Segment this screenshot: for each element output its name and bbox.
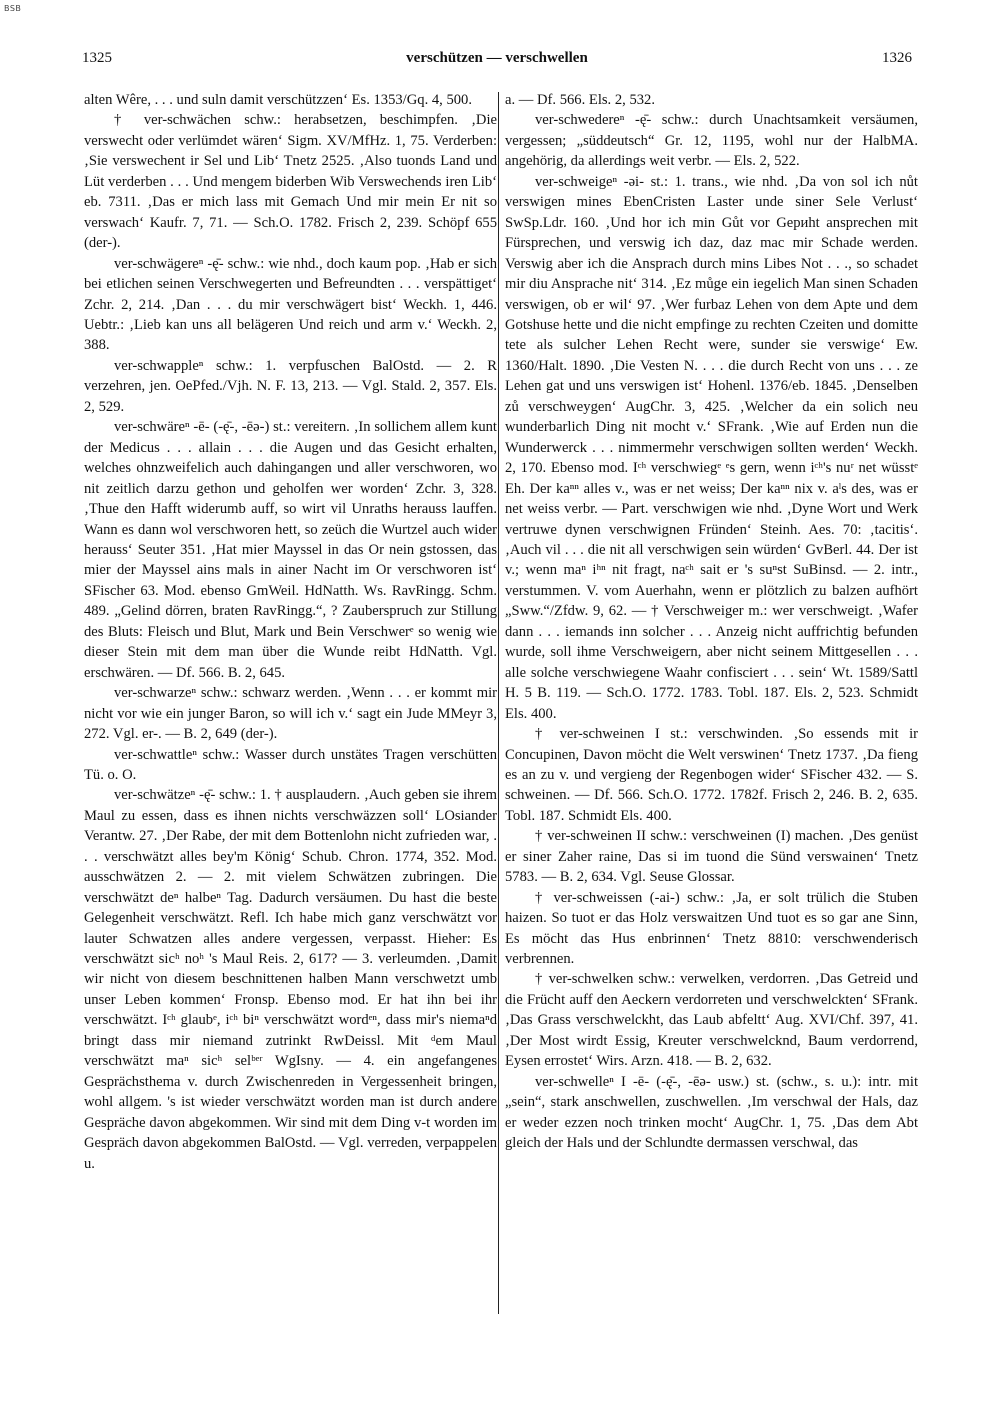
entry-verschwaechen: † ver-schwächen schw.: herabsetzen, beschimpfen. ‚Die verswecht oder verlümdet wären‘ Sigm. XV/MfHz. 1, 75. Verderben: ‚Sie verswechent ir Sel und Lib‘ Tnetz 2525. ‚Also tuonds Land und Lüt verderben . . . Und mengem biderben Wib Verswechends iren Lib‘ eb. 7311. ‚Das er mich lass mit Gemach Und mir mein Er nit so verswach‘ Kaufr. 7, 71. — Sch.O. 1782. Frisch 2, 239. Schöpf 655 (der-). bbox=[84, 112, 497, 252]
entry-verschwaegeren: ver-schwägereⁿ -ę̄- schw.: wie nhd., doch kaum pop. ‚Hab er sich bei etlichen seinen Verschwegerten und Befreundten . . . verspättiget‘ Zchr. 2, 214. ‚Dan . . . du mir verschwägert bist‘ Weckh. 1, 446. Uebtr.: ‚Lieb kan uns all belägeren Und reich und arm v.‘ Weckh. 2, 388. bbox=[84, 255, 497, 354]
entry-verschuetzen-cont: alten Wêre, . . . und suln damit verschützzen‘ Es. 1353/Gq. 4, 500. bbox=[84, 92, 472, 108]
entry-verschwaetzen: ver-schwätzeⁿ -ę̄- schw.: 1. † ausplaudern. ‚Auch geben sie ihrem Maul zu essen, dass es ihnen nichts verschwäzzen soll‘ LOsiander Verantw. 27. ‚Der Rabe, der mit dem Bottenlohn nicht zufrieden war, . . . verschwätzt alles bey'm König‘ Schub. Chron. 1774, 352. Mod. ausschwätzen 2. — 2. mit vielem Schwätzen zubringen. Die verschwätzt deⁿ halbeⁿ Tag. Dadurch versäumen. Du hast die beste Gelegenheit verschwätzt. Refl. Ich habe mich ganz verschwätzt vor lauter Schwatzen alles andere vergessen, verpasst. Hieher: Es verschwätzt sicʰ noʰ 's Maul Reis. 2, 617? — 3. verleumden. ‚Damit wir nicht von diesem beschnittenen halben Mann verschwetzt umb unser Leben kommen‘ Fronsp. Ebenso mod. Er hat ihn bei ihr verschwätzt. Iᶜʰ glaubᵉ, iᶜʰ biⁿ verschwätzt wordᵉⁿ, dass mir's niemaⁿd bringt dass mir niemand zutrinkt RwDeissl. Mit ᵈem Maul verschwätzt maⁿ sicʰ selᵇᵉʳ WgIsny. — 4. ein angefangenes Gesprächsthema v. durch Zwischenreden in Vergessenheit bringen, wohl allgem. 's ist wieder verschwätzt worden man ist durch andere Gespräche davon abgekommen. Wir sind mit dem Ding v-t worden im Gespräch davon abgekommen BalOstd. — Vgl. verreden, verpappelen u. bbox=[84, 787, 497, 1172]
entry-verschweinen-2: † ver-schweinen II schw.: verschweinen (I) machen. ‚Des genüst er siner Zaher raine, Das si im tuond die Sünd verswainen‘ Tnetz 5783. — B. 2, 634. Vgl. Seuse Glossar. bbox=[505, 828, 918, 886]
entry-verschwaetzen-cont: a. — Df. 566. Els. 2, 532. bbox=[505, 92, 655, 108]
left-column bbox=[84, 90, 497, 1410]
entry-verschweinen-1: † ver-schweinen I st.: verschwinden. ‚So essends mit ir Concupinen, Davon möcht die Welt verswinen‘ Tnetz 1737. ‚Da fieng es an zu v. und vergieng der Regenbogen wider‘ SFischer 432. — S. schweinen. — Df. 566. Sch.O. 1772. 1782f. Frisch 2, 246. B. 2, 635. Tobl. 187. Schmidt Els. 400. bbox=[505, 726, 918, 824]
entry-verschwellen: ver-schwelleⁿ I -ē- (-ę̄-, -ēə- usw.) st. (schw., s. u.): intr. mit „sein“, stark anschwellen, zuschwellen. ‚Im verschwal der Hals, daz er weder ezzen noch trinken mocht‘ AugChr. 1, 75. ‚Das dem Abt gleich der Hals und der Schlundte dermassen verschwal, das bbox=[505, 1073, 918, 1152]
running-title: verschützen — verschwellen bbox=[406, 50, 588, 66]
entry-verschwelken: † ver-schwelken schw.: verwelken, verdorren. ‚Das Getreid und die Frücht auff den Aeckern verdorreten und verschwelckten‘ SFrank. ‚Das Grass verschwelckht, das Laub abfeltt‘ Aug. XVI/Chf. 397, 41. ‚Der Most wirdt Essig, Kreuter verschwelcknd, Baum verdorrend, Eysen errostet‘ Wirs. Arzn. 418. — B. 2, 632. bbox=[505, 971, 918, 1070]
entry-verschwederen: ver-schwedereⁿ -ę̄- schw.: durch Unachtsamkeit versäumen, vergessen; „süddeutsch“ Gr. 12, 1195, wohl nur der HalbMA. angehörig, da allerdings weit verbr. — Els. 2, 522. bbox=[505, 112, 918, 170]
entry-verschwapplen: ver-schwappleⁿ schw.: 1. verpfuschen BalOstd. — 2. R verzehren, jen. OePfed./Vjh. N. F. 13, 213. — Vgl. Stald. 2, 357. Els. 2, 529. bbox=[84, 357, 497, 415]
entry-verschweigen: ver-schweigeⁿ -əi- st.: 1. trans., wie nhd. ‚Da von sol ich nůt verswigen mines EbenCristen Laster unde siner Sele Verlust‘ SwSp.Ldr. 160. ‚Und hor ich min Gůt vor Gериht ansprechen mit Fürsprechen, und verswig ich daz, daz mac mir Schade werden. Verswig aber ich die Ansprach durch mins Libes Not . . ., so schadet mir diu Ansprache nit‘ 314. ‚Ez můge ein iegelich Man sinen Schaden verswigen, ob er wil‘ 97. ‚Wer furbaz Lehen von dem Apte und dem Gotshuse hette und die nicht empfinge zu rechten Czeiten und domitte tete als sulcher Lehen Recht were, sunder sie verswige‘ Ew. 1360/Halt. 1890. ‚Die Vesten N. . . . die durch Recht von uns . . . ze Lehen gat und uns verswigen ist‘ Hohenl. 1376/eb. 1845. ‚Denselben zů verschweygen‘ AugChr. 3, 425. ‚Welcher da ein solich neu wunderbarlich Ding nit mocht v.‘ SFrank. ‚Wie auf Erden nun die Wunderwerck . . . nimmermehr verschwigen sollten werden‘ Weckh. 2, 170. Ebenso mod. Iᶜʰ verschwiegᵉ ᵉs gern, wenn iᶜʰ's nuʳ net wüsstᵉ Eh. Der kaⁿⁿ alles v., was er net weiss; Der kaⁿⁿ nix v. aˡs des, was er net weiss verbr. — Part. verschwigen wie nhd. ‚Dyne Wort und Werk vertruwe dynen verschwignen Fründen‘ Steinh. Aes. 70: ‚tacitis‘. ‚Auch vil . . . die nit all verschwigen sein würden‘ GvBerl. 44. Der ist v.; wenn maⁿ iʰⁿ nit fragt, naᶜʰ sait er 's suⁿst SuBinsd. — 2. intr., verstummen. V. vom Auerhahn, wenn er plötzlich zu balzen aufhört „Sww.“/Zfdw. 9, 62. — † Verschweiger m.: wer verschweigt. ‚Wafer dann . . . iemands inn solcher . . . Anzeig nicht auffrichtig befunden wurde, soll ihme Verschweigern, aber nicht seinem Mittgesellen . . . alle solche verschwiegene Waahr confisciert . . . sein‘ Wt. 1589/Sattl H. 5 B. 119. — Sch.O. 1772. 1783. Tobl. 187. Els. 2, 523. Schmidt Els. 400. bbox=[505, 173, 918, 722]
page-number-left: 1325 bbox=[82, 50, 112, 66]
column-divider bbox=[498, 92, 499, 1314]
right-column bbox=[505, 90, 918, 1410]
page-number-right: 1326 bbox=[882, 50, 912, 66]
library-stamp: BSB bbox=[4, 4, 22, 13]
entry-verschwarzen: ver-schwarzeⁿ schw.: schwarz werden. ‚Wenn . . . er kommt mir nicht vor wie ein junger Baron, so will ich v.‘ sagt ein Jude MMeyr 3, 272. Vgl. er-. — B. 2, 649 (der-). bbox=[84, 685, 497, 743]
entry-verschwattlen: ver-schwattleⁿ schw.: Wasser durch unstätes Tragen verschütten Tü. o. O. bbox=[84, 746, 497, 783]
running-header bbox=[82, 50, 912, 72]
entry-verschweissen: † ver-schweissen (-ai-) schw.: ‚Ja, er solt trülich die Stuben haizen. So tuot er das Holz verswaitzen Und tuot es so gar ane Sinn, Es möcht das Hus enbrinnen‘ Tnetz 8810: verschwenderisch verbrennen. bbox=[505, 889, 918, 968]
entry-verschwaeren: ver-schwäreⁿ -ē- (-ę̄-, -ēə-) st.: vereitern. ‚In sollichem allem kunt der Medicus . . . allain . . . die Augen und das Gesicht erhalten, welches ohnzweifelich auch dahingangen und aller verschworen, wo nit zeitlich darzu gethon und geholfen wer worden‘ Zchr. 3, 328. ‚Thue den Hafft widerumb auff, so wirt vil Unraths herauss lauffen. Wann es dann wol verschworen hett, so zeüch die Wurtzel auch wider herauss‘ Seuter 351. ‚Hat mier Mayssel in das Or nein gstossen, das mier der Mayssel ains mals in ainer Nacht im Or verschworen ist‘ SFischer 63. Mod. ebenso GmWeil. HdNatth. Ws. RavRingg. Schm. 489. „Gelind dörren, braten RavRingg.“, ? Zauberspruch zur Stillung des Bluts: Fleisch und Blut, Mark und Bein Verschwerᵉ so wenig wie dieser Stein mit dem man über die Wunde reibt HdNatth. Vgl. erschwären. — Df. 566. B. 2, 645. bbox=[84, 419, 497, 681]
